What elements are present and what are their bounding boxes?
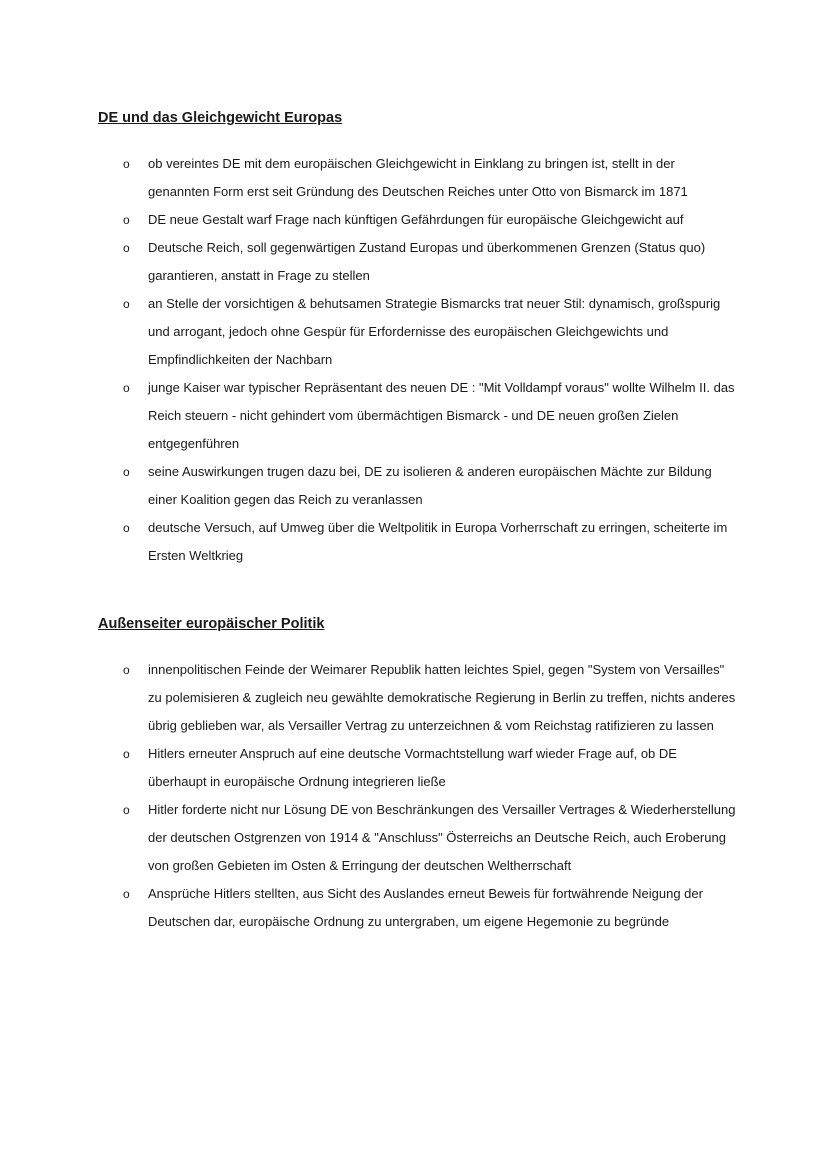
list-item	[98, 796, 738, 880]
list-item	[98, 656, 738, 740]
bullet-circle-icon: o	[123, 663, 130, 677]
list-item	[98, 514, 738, 570]
list-item	[98, 740, 738, 796]
list-item-text: innenpolitischen Feinde der Weimarer Republik hatten leichtes Spiel, gegen "System von Versailles" zu polemisieren & zugleich neu gewählte demokratische Regierung in Berlin zu treffen, nichts anderes übrig geblieben war, als Versailler Vertrag zu unterzeichnen & vom Reichstag ratifizieren zu lassen	[148, 662, 736, 733]
section-heading: DE und das Gleichgewicht Europas	[98, 110, 343, 126]
list-item-text: Hitler forderte nicht nur Lösung DE von Beschränkungen des Versailler Vertrages & Wiederherstellung der deutschen Ostgrenzen von 1914 & "Anschluss" Österreichs an Deutsche Reich, auch Eroberung von großen Gebieten im Osten & Erringung der deutschen Weltherrschaft	[148, 802, 736, 873]
bullet-list	[98, 150, 738, 570]
bullet-circle-icon: o	[123, 465, 130, 479]
list-item-text: Deutsche Reich, soll gegenwärtigen Zustand Europas und überkommenen Grenzen (Status quo) garantieren, anstatt in Frage zu stellen	[148, 240, 706, 283]
section-aussenseiter-politik	[98, 614, 738, 936]
list-item	[98, 206, 738, 234]
bullet-circle-icon: o	[123, 213, 130, 227]
list-item-text: ob vereintes DE mit dem europäischen Gleichgewicht in Einklang zu bringen ist, stellt in der genannten Form erst seit Gründung des Deutschen Reiches unter Otto von Bismarck im 1871	[148, 156, 688, 199]
list-item	[98, 458, 738, 514]
list-item-text: an Stelle der vorsichtigen & behutsamen Strategie Bismarcks trat neuer Stil: dynamisch, großspurig und arrogant, jedoch ohne Gespür für Erfordernisse des europäischen Gleichgewichts und Empfindlichkeiten der Nachbarn	[148, 296, 721, 367]
list-item	[98, 290, 738, 374]
list-item-text: DE neue Gestalt warf Frage nach künftigen Gefährdungen für europäische Gleichgewicht auf	[148, 212, 684, 227]
list-item	[98, 880, 738, 936]
section-heading: Außenseiter europäischer Politik	[98, 616, 325, 632]
list-item-text: Ansprüche Hitlers stellten, aus Sicht des Auslandes erneut Beweis für fortwährende Neigung der Deutschen dar, europäische Ordnung zu untergraben, um eigene Hegemonie zu begründe	[148, 886, 703, 929]
bullet-list	[98, 656, 738, 936]
bullet-circle-icon: o	[123, 521, 130, 535]
list-item-text: Hitlers erneuter Anspruch auf eine deutsche Vormachtstellung warf wieder Frage auf, ob DE überhaupt in europäische Ordnung integrieren ließe	[148, 746, 677, 789]
bullet-circle-icon: o	[123, 887, 130, 901]
list-item-text: deutsche Versuch, auf Umweg über die Weltpolitik in Europa Vorherrschaft zu erringen, scheiterte im Ersten Weltkrieg	[148, 520, 728, 563]
bullet-circle-icon: o	[123, 803, 130, 817]
bullet-circle-icon: o	[123, 297, 130, 311]
bullet-circle-icon: o	[123, 381, 130, 395]
section-gleichgewicht-europas	[98, 108, 738, 570]
bullet-circle-icon: o	[123, 241, 130, 255]
list-item	[98, 150, 738, 206]
list-item-text: seine Auswirkungen trugen dazu bei, DE zu isolieren & anderen europäischen Mächte zur Bildung einer Koalition gegen das Reich zu veranlassen	[148, 464, 712, 507]
list-item	[98, 234, 738, 290]
bullet-circle-icon: o	[123, 747, 130, 761]
list-item-text: junge Kaiser war typischer Repräsentant des neuen DE : "Mit Volldampf voraus" wollte Wilhelm II. das Reich steuern - nicht gehindert vom übermächtigen Bismarck - und DE neuen großen Zielen entgegenführen	[148, 380, 735, 451]
bullet-circle-icon: o	[123, 157, 130, 171]
list-item	[98, 374, 738, 458]
